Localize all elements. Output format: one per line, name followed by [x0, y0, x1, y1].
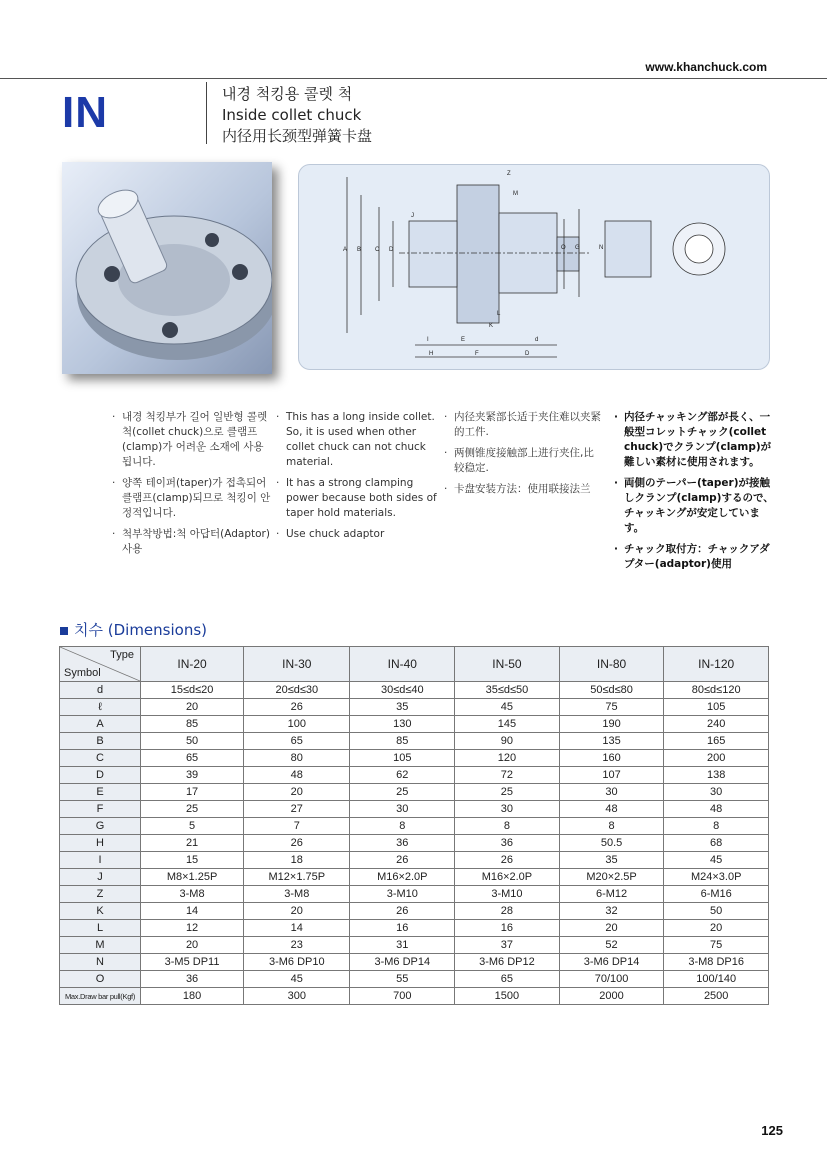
table-cell: 90: [455, 733, 560, 750]
title-english: Inside collet chuck: [222, 106, 362, 124]
table-cell: 50: [141, 733, 244, 750]
table-row: [60, 886, 769, 903]
table-cell: 300: [244, 988, 350, 1005]
table-cell: 45: [455, 699, 560, 716]
table-cell: 85: [350, 733, 455, 750]
row-symbol: K: [60, 903, 141, 920]
table-row: [60, 682, 769, 699]
table-cell: 26: [455, 852, 560, 869]
page-number: 125: [761, 1123, 783, 1138]
row-symbol: C: [60, 750, 141, 767]
title-chinese: 内径用长颈型弹簧卡盘: [222, 127, 373, 145]
table-cell: 26: [350, 903, 455, 920]
table-cell: 3-M6 DP10: [244, 954, 350, 971]
drawing-label: H: [429, 351, 434, 357]
table-cell: 50: [664, 903, 769, 920]
table-cell: 17: [141, 784, 244, 801]
table-cell: 35: [559, 852, 664, 869]
table-cell: 25: [141, 801, 244, 818]
table-cell: 165: [664, 733, 769, 750]
table-cell: 100: [244, 716, 350, 733]
table-cell: M24×3.0P: [664, 869, 769, 886]
table-cell: 700: [350, 988, 455, 1005]
corner-type-label: Type: [110, 649, 134, 661]
technical-drawing: [298, 164, 770, 370]
table-cell: 3-M6 DP14: [559, 954, 664, 971]
table-cell: 36: [141, 971, 244, 988]
row-symbol: Max.Draw bar pull(Kgf): [60, 988, 141, 1005]
description-chinese: [444, 410, 604, 503]
table-cell: 52: [559, 937, 664, 954]
table-cell: M16×2.0P: [455, 869, 560, 886]
desc-item: · 内径チャッキング部が長く、一般型コレットチャック(collet chuck)でクランプ(clamp)が難しい素材に使用されます。: [614, 410, 774, 470]
table-cell: 8: [455, 818, 560, 835]
row-symbol: O: [60, 971, 141, 988]
table-corner-cell: [60, 647, 141, 682]
table-cell: 6-M12: [559, 886, 664, 903]
desc-item: · It has a strong clamping power because both sides of taper hold materials.: [276, 476, 438, 521]
row-symbol: H: [60, 835, 141, 852]
table-cell: 130: [350, 716, 455, 733]
table-cell: 55: [350, 971, 455, 988]
table-cell: 3-M8: [244, 886, 350, 903]
table-row: [60, 818, 769, 835]
description-korean: [112, 410, 272, 563]
table-cell: 30: [455, 801, 560, 818]
description-english: [276, 410, 438, 548]
table-cell: 20: [244, 784, 350, 801]
table-cell: 200: [664, 750, 769, 767]
table-row: [60, 801, 769, 818]
table-cell: 107: [559, 767, 664, 784]
table-cell: 3-M5 DP11: [141, 954, 244, 971]
table-row: [60, 852, 769, 869]
desc-item: · 両側のテーパー(taper)が接触しクランプ(clamp)するので、チャッキングが安定しています。: [614, 476, 774, 536]
desc-item: · Use chuck adaptor: [276, 527, 438, 542]
table-cell: M12×1.75P: [244, 869, 350, 886]
drawing-label: d: [535, 337, 539, 343]
table-cell: 21: [141, 835, 244, 852]
table-cell: 48: [559, 801, 664, 818]
desc-item: · 척부착방법:척 아답터(Adaptor)사용: [112, 527, 272, 557]
row-symbol: L: [60, 920, 141, 937]
drawing-label: J: [411, 213, 414, 219]
row-symbol: d: [60, 682, 141, 699]
drawing-label: A: [343, 247, 348, 253]
table-cell: 50≤d≤80: [559, 682, 664, 699]
table-cell: 65: [141, 750, 244, 767]
table-cell: M16×2.0P: [350, 869, 455, 886]
table-cell: 20: [664, 920, 769, 937]
drawing-label: Z: [507, 171, 511, 177]
table-cell: 8: [664, 818, 769, 835]
table-cell: 8: [559, 818, 664, 835]
row-symbol: M: [60, 937, 141, 954]
table-cell: 3-M8: [141, 886, 244, 903]
desc-item: · 两侧锥度接触部上进行夹住,比较稳定.: [444, 446, 604, 476]
desc-item: · 内径夹紧部长适于夹住难以夹紧的工件.: [444, 410, 604, 440]
table-cell: 180: [141, 988, 244, 1005]
table-cell: 20: [141, 699, 244, 716]
row-symbol: Z: [60, 886, 141, 903]
drawing-label: L: [497, 311, 501, 317]
row-symbol: I: [60, 852, 141, 869]
dimensions-heading: [60, 619, 207, 640]
row-symbol: N: [60, 954, 141, 971]
desc-item: · 卡盘安装方法：使用联接法兰: [444, 482, 604, 497]
table-cell: 16: [350, 920, 455, 937]
table-cell: 80≤d≤120: [664, 682, 769, 699]
table-cell: 3-M8 DP16: [664, 954, 769, 971]
table-cell: 31: [350, 937, 455, 954]
table-row: [60, 716, 769, 733]
title-divider: [206, 82, 207, 144]
table-cell: 120: [455, 750, 560, 767]
table-cell: 15: [141, 852, 244, 869]
table-cell: 75: [664, 937, 769, 954]
drawing-label: I: [427, 337, 429, 343]
table-row: [60, 971, 769, 988]
table-cell: 3-M10: [455, 886, 560, 903]
drawing-label: N: [599, 245, 604, 251]
dimensions-table: [59, 646, 769, 1005]
table-cell: 50.5: [559, 835, 664, 852]
drawing-label: O: [561, 245, 566, 251]
column-header: IN-20: [141, 647, 244, 682]
table-cell: 45: [244, 971, 350, 988]
table-cell: 75: [559, 699, 664, 716]
table-cell: 36: [350, 835, 455, 852]
table-cell: 2000: [559, 988, 664, 1005]
table-cell: 145: [455, 716, 560, 733]
drawing-label: F: [475, 351, 479, 357]
table-cell: 190: [559, 716, 664, 733]
table-cell: 18: [244, 852, 350, 869]
table-cell: 65: [455, 971, 560, 988]
table-cell: 70/100: [559, 971, 664, 988]
table-cell: 20≤d≤30: [244, 682, 350, 699]
table-cell: M8×1.25P: [141, 869, 244, 886]
table-cell: 20: [141, 937, 244, 954]
table-row: [60, 750, 769, 767]
table-cell: 30: [559, 784, 664, 801]
column-header: IN-120: [664, 647, 769, 682]
table-cell: 135: [559, 733, 664, 750]
drawing-label: D: [525, 351, 530, 357]
header-rule: [0, 78, 827, 79]
desc-item: · 양쪽 테이퍼(taper)가 접촉되어 클램프(clamp)되므로 척킹이 안정적입니다.: [112, 476, 272, 521]
table-cell: 105: [350, 750, 455, 767]
table-cell: 72: [455, 767, 560, 784]
table-cell: 160: [559, 750, 664, 767]
table-cell: 3-M6 DP12: [455, 954, 560, 971]
table-cell: 7: [244, 818, 350, 835]
table-cell: 25: [350, 784, 455, 801]
row-symbol: J: [60, 869, 141, 886]
table-row: [60, 733, 769, 750]
collet-chuck-image: [62, 162, 272, 374]
row-symbol: D: [60, 767, 141, 784]
column-header: IN-30: [244, 647, 350, 682]
table-cell: 65: [244, 733, 350, 750]
table-cell: 6-M16: [664, 886, 769, 903]
table-cell: 39: [141, 767, 244, 784]
table-cell: 68: [664, 835, 769, 852]
table-row: [60, 835, 769, 852]
product-code: IN: [62, 88, 108, 137]
table-row: [60, 920, 769, 937]
drawing-label: G: [575, 245, 580, 251]
table-row: [60, 988, 769, 1005]
table-row: [60, 699, 769, 716]
row-symbol: ℓ: [60, 699, 141, 716]
table-cell: 5: [141, 818, 244, 835]
table-cell: 105: [664, 699, 769, 716]
row-symbol: F: [60, 801, 141, 818]
row-symbol: B: [60, 733, 141, 750]
column-header: IN-80: [559, 647, 664, 682]
table-cell: 14: [141, 903, 244, 920]
table-row: [60, 784, 769, 801]
drawing-label: M: [513, 191, 518, 197]
table-cell: 30: [664, 784, 769, 801]
table-cell: 15≤d≤20: [141, 682, 244, 699]
table-cell: M20×2.5P: [559, 869, 664, 886]
table-cell: 138: [664, 767, 769, 784]
title-block: [222, 84, 372, 147]
title-korean: 내경 척킹용 콜렛 척: [222, 85, 353, 103]
table-header-row: [60, 647, 769, 682]
table-row: [60, 903, 769, 920]
table-body: [60, 682, 769, 1005]
table-row: [60, 767, 769, 784]
table-cell: 45: [664, 852, 769, 869]
square-bullet-icon: [60, 627, 68, 635]
corner-symbol-label: Symbol: [64, 667, 101, 679]
drawing-label: E: [461, 337, 466, 343]
desc-item: · This has a long inside collet. So, it is used when other collet chuck can not chuck material.: [276, 410, 438, 470]
table-row: [60, 869, 769, 886]
row-symbol: G: [60, 818, 141, 835]
table-cell: 240: [664, 716, 769, 733]
table-cell: 20: [559, 920, 664, 937]
table-cell: 28: [455, 903, 560, 920]
table-cell: 12: [141, 920, 244, 937]
table-cell: 26: [244, 699, 350, 716]
table-cell: 48: [244, 767, 350, 784]
table-cell: 1500: [455, 988, 560, 1005]
column-header: IN-40: [350, 647, 455, 682]
table-cell: 16: [455, 920, 560, 937]
table-cell: 85: [141, 716, 244, 733]
table-cell: 30: [350, 801, 455, 818]
desc-item: · 내경 척킹부가 길어 일반형 콜렛척(collet chuck)으로 클램프(clamp)가 어려운 소재에 사용됩니다.: [112, 410, 272, 470]
description-japanese: [614, 410, 774, 578]
table-cell: 8: [350, 818, 455, 835]
table-cell: 14: [244, 920, 350, 937]
table-row: [60, 937, 769, 954]
table-cell: 26: [350, 852, 455, 869]
table-cell: 3-M10: [350, 886, 455, 903]
table-cell: 3-M6 DP14: [350, 954, 455, 971]
table-cell: 25: [455, 784, 560, 801]
row-symbol: A: [60, 716, 141, 733]
row-symbol: E: [60, 784, 141, 801]
table-cell: 62: [350, 767, 455, 784]
table-cell: 80: [244, 750, 350, 767]
drawing-label: B: [357, 247, 362, 253]
drawing-label: K: [489, 323, 494, 329]
table-cell: 32: [559, 903, 664, 920]
table-cell: 36: [455, 835, 560, 852]
table-cell: 48: [664, 801, 769, 818]
column-header: IN-50: [455, 647, 560, 682]
table-cell: 100/140: [664, 971, 769, 988]
table-cell: 35≤d≤50: [455, 682, 560, 699]
table-cell: 27: [244, 801, 350, 818]
desc-item: · チャック取付方：チャックアダプター(adaptor)使用: [614, 542, 774, 572]
table-cell: 2500: [664, 988, 769, 1005]
table-cell: 26: [244, 835, 350, 852]
table-cell: 20: [244, 903, 350, 920]
table-cell: 30≤d≤40: [350, 682, 455, 699]
table-cell: 37: [455, 937, 560, 954]
product-photo: [62, 162, 272, 374]
drawing-label: D: [389, 247, 394, 253]
dimension-drawing-svg: [299, 165, 769, 369]
table-cell: 35: [350, 699, 455, 716]
table-cell: 23: [244, 937, 350, 954]
website-url[interactable]: www.khanchuck.com: [645, 60, 767, 74]
drawing-label: C: [375, 247, 380, 253]
table-row: [60, 954, 769, 971]
dimensions-title: 치수 (Dimensions): [74, 621, 207, 639]
